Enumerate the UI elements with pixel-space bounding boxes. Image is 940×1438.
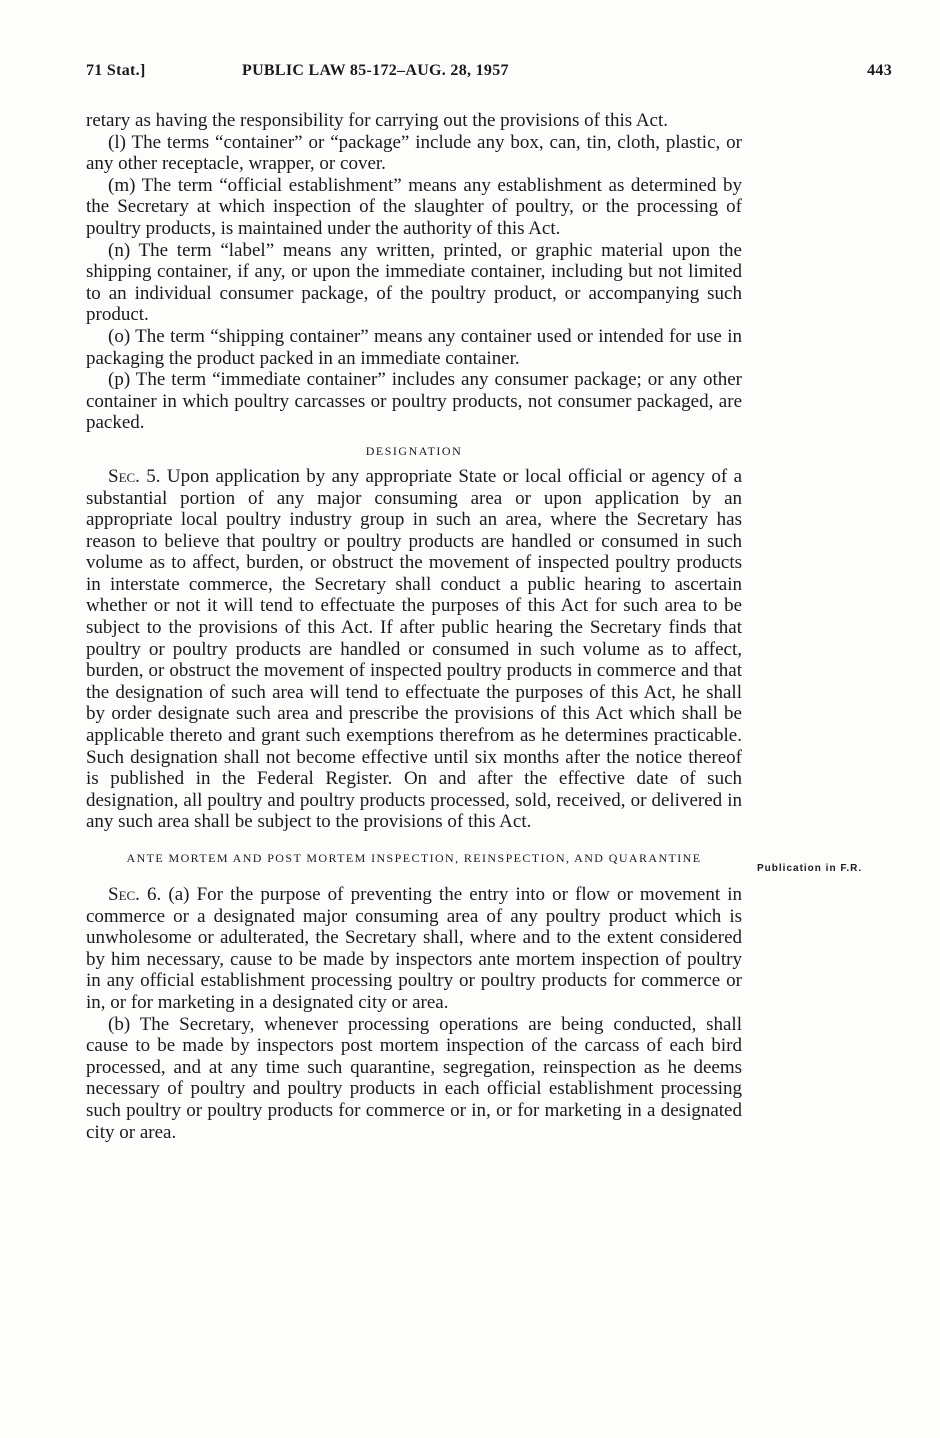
body-text: [86, 110, 742, 1143]
paragraph-p: (p) The term “immediate container” includes any consumer package; or any other container in which poultry carcasses or poultry products, not consumer packaged, are packed.: [86, 369, 742, 434]
page-number: 443: [867, 62, 892, 79]
section-6-a-text: (a) For the purpose of preventing the entry into or flow or movement in commerce or a designated major consuming area of any poultry product which is unwholesome or adulterated, the Secretary shall, where and to the extent considered by him necessary, cause to be made by inspectors ante mortem inspection of poultry in any official establishment processing poultry or poultry products for commerce or in, or for marketing in a designated city or area.: [86, 884, 742, 1013]
section-6-a: [86, 884, 742, 1014]
paragraph-n: (n) The term “label” means any written, printed, or graphic material upon the shipping container, if any, or upon the immediate container, including but not limited to an individual consumer package, of the poultry product, or accompanying such product.: [86, 239, 742, 326]
running-header: [86, 62, 892, 86]
section-6-label: Sec. 6.: [108, 884, 162, 905]
public-law-title: PUBLIC LAW 85-172–AUG. 28, 1957: [242, 62, 509, 79]
statute-reference: 71 Stat.]: [86, 62, 146, 79]
section-heading-designation: DESIGNATION: [365, 443, 463, 458]
section-6-b: (b) The Secretary, whenever processing operations are being conducted, shall cause to be made by inspectors post mortem inspection of the carcass of each bird processed, and at any time such quarantine, segregation, reinspection as he deems necessary of poultry and poultry products in each official establishment processing such poultry or poultry products for commerce or in, or for marketing in a designated city or area.: [86, 1013, 742, 1143]
paragraph-m: (m) The term “official establishment” means any establishment as determined by the Secretary at which inspection of the slaughter of poultry, or the processing of poultry products, is maintained under the authority of this Act.: [86, 174, 742, 239]
paragraph-l: (l) The terms “container” or “package” include any box, can, tin, cloth, plastic, or any other receptacle, wrapper, or cover.: [86, 131, 742, 175]
section-5-text: Upon application by any appropriate State or local official or agency of a substantial portion of any major consuming area or upon application by an appropriate local poultry industry group in such an area, where the Secretary has reason to believe that poultry or poultry products are handled or consumed in such volume as to affect, burden, or obstruct the movement of inspected poultry products in interstate commerce, the Secretary shall conduct a public hearing to ascertain whether or not it will tend to effectuate the purposes of this Act for such area to be subject to the provisions of this Act. If after public hearing the Secretary finds that poultry or poultry products are handled or consumed in such volume as to affect, burden, or obstruct the movement of inspected poultry products in commerce and that the designation of such area will tend to effectuate the purposes of this Act, he shall by order designate such area and prescribe the provisions of this Act which shall be applicable thereto and grant such exemptions therefrom as he determines practicable. Such designation shall not become effective until six months after the notice thereof is published in the Federal Register. On and after the effective date of such designation, all poultry and poultry products processed, sold, received, or delivered in any such area shall be subject to the provisions of this Act.: [86, 465, 742, 833]
paragraph-continuation: retary as having the responsibility for carrying out the provisions of this Act.: [86, 110, 669, 131]
section-5: [86, 466, 742, 833]
paragraph-o: (o) The term “shipping container” means any container used or intended for use in packaging the product packed in an immediate container.: [86, 325, 742, 369]
marginal-note: Publication in F.R.: [757, 863, 863, 874]
section-5-label: Sec. 5.: [108, 465, 161, 487]
section-heading-inspection: ANTE MORTEM AND POST MORTEM INSPECTION, REINSPECTION, AND QUARANTINE: [126, 851, 702, 865]
